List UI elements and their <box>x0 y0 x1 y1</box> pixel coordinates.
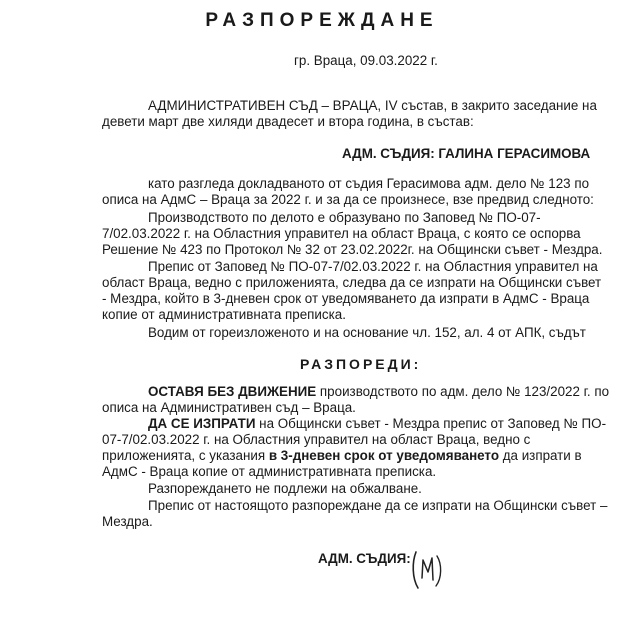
document-title: РАЗПОРЕЖДАНЕ <box>205 10 439 31</box>
paragraph-line: област Враца, ведно с приложенията, следва да се изпрати на Общински съвет <box>102 275 602 290</box>
paragraph-line: Мездра. <box>102 514 153 529</box>
deadline-emphasis: в 3-дневен срок от уведомяването <box>268 448 499 463</box>
paragraph-line: описа на АдмС – Враца за 2022 г. и за да се произнесе, взе предвид следното: <box>102 192 594 207</box>
decree-item-2-line-3: приложенията, с указания в 3-дневен срок от уведомяването да изпрати в <box>102 448 582 463</box>
paragraph-line: 07-7/02.03.2022 г. на Областния управител на област Враца, ведно с <box>102 432 531 447</box>
paragraph-line: АдмС - Враца копие от административната преписка. <box>102 464 437 479</box>
decree-item-2: ДА СЕ ИЗПРАТИ на Общински съвет - Мездра препис от Заповед № ПО- <box>148 416 607 431</box>
signature-label: АДМ. СЪДИЯ: <box>318 551 411 566</box>
intro-line-2: девети март две хиляди двадесет и втора година, в състав: <box>102 114 474 129</box>
decree-item-1: ОСТАВЯ БЕЗ ДВИЖЕНИЕ производството по адм. дело № 123/2022 г. по <box>148 384 610 399</box>
decree-header: РАЗПОРЕДИ: <box>300 356 422 372</box>
decree-emphasis: ДА СЕ ИЗПРАТИ <box>148 416 256 431</box>
paragraph-line: - Мездра, който в 3-дневен срок от уведомяването да изпрати в АдмС - Враца <box>102 291 590 306</box>
paragraph-line: Решение № 423 по Протокол № 32 от 23.02.2022г. на Общински съвет - Мездра. <box>102 242 603 257</box>
paragraph-line: Производството по делото е образувано по Заповед № ПО-07- <box>148 210 541 225</box>
judge-header: АДМ. СЪДИЯ: ГАЛИНА ГЕРАСИМОВА <box>342 146 591 161</box>
paragraph-line: като разгледа докладваното от съдия Герасимова адм. дело № 123 по <box>148 176 590 191</box>
paragraph-line: описа на Административен съд – Враца. <box>102 400 356 415</box>
paragraph-line: Препис от Заповед № ПО-07-7/02.03.2022 г. на Областния управител на <box>148 259 598 274</box>
paragraph-line: 7/02.03.2022 г. на Областния управител на област Враца, с която се оспорва <box>102 226 581 241</box>
paragraph-line: Водим от гореизложеното и на основание чл. 152, ал. 4 от АПК, съдът <box>148 325 586 340</box>
handwritten-signature <box>410 548 444 592</box>
decree-emphasis: ОСТАВЯ БЕЗ ДВИЖЕНИЕ <box>148 384 317 399</box>
paragraph-line: Препис от настоящото разпореждане да се изпрати на Общински съвет – <box>148 498 608 513</box>
intro-line-1: АДМИНИСТРАТИВЕН СЪД – ВРАЦА, IV състав, в закрито заседание на <box>148 98 597 113</box>
place-date: гр. Враца, 09.03.2022 г. <box>294 53 438 68</box>
paragraph-line: копие от административната преписка. <box>102 307 346 322</box>
paragraph-line: Разпореждането не подлежи на обжалване. <box>148 481 422 496</box>
